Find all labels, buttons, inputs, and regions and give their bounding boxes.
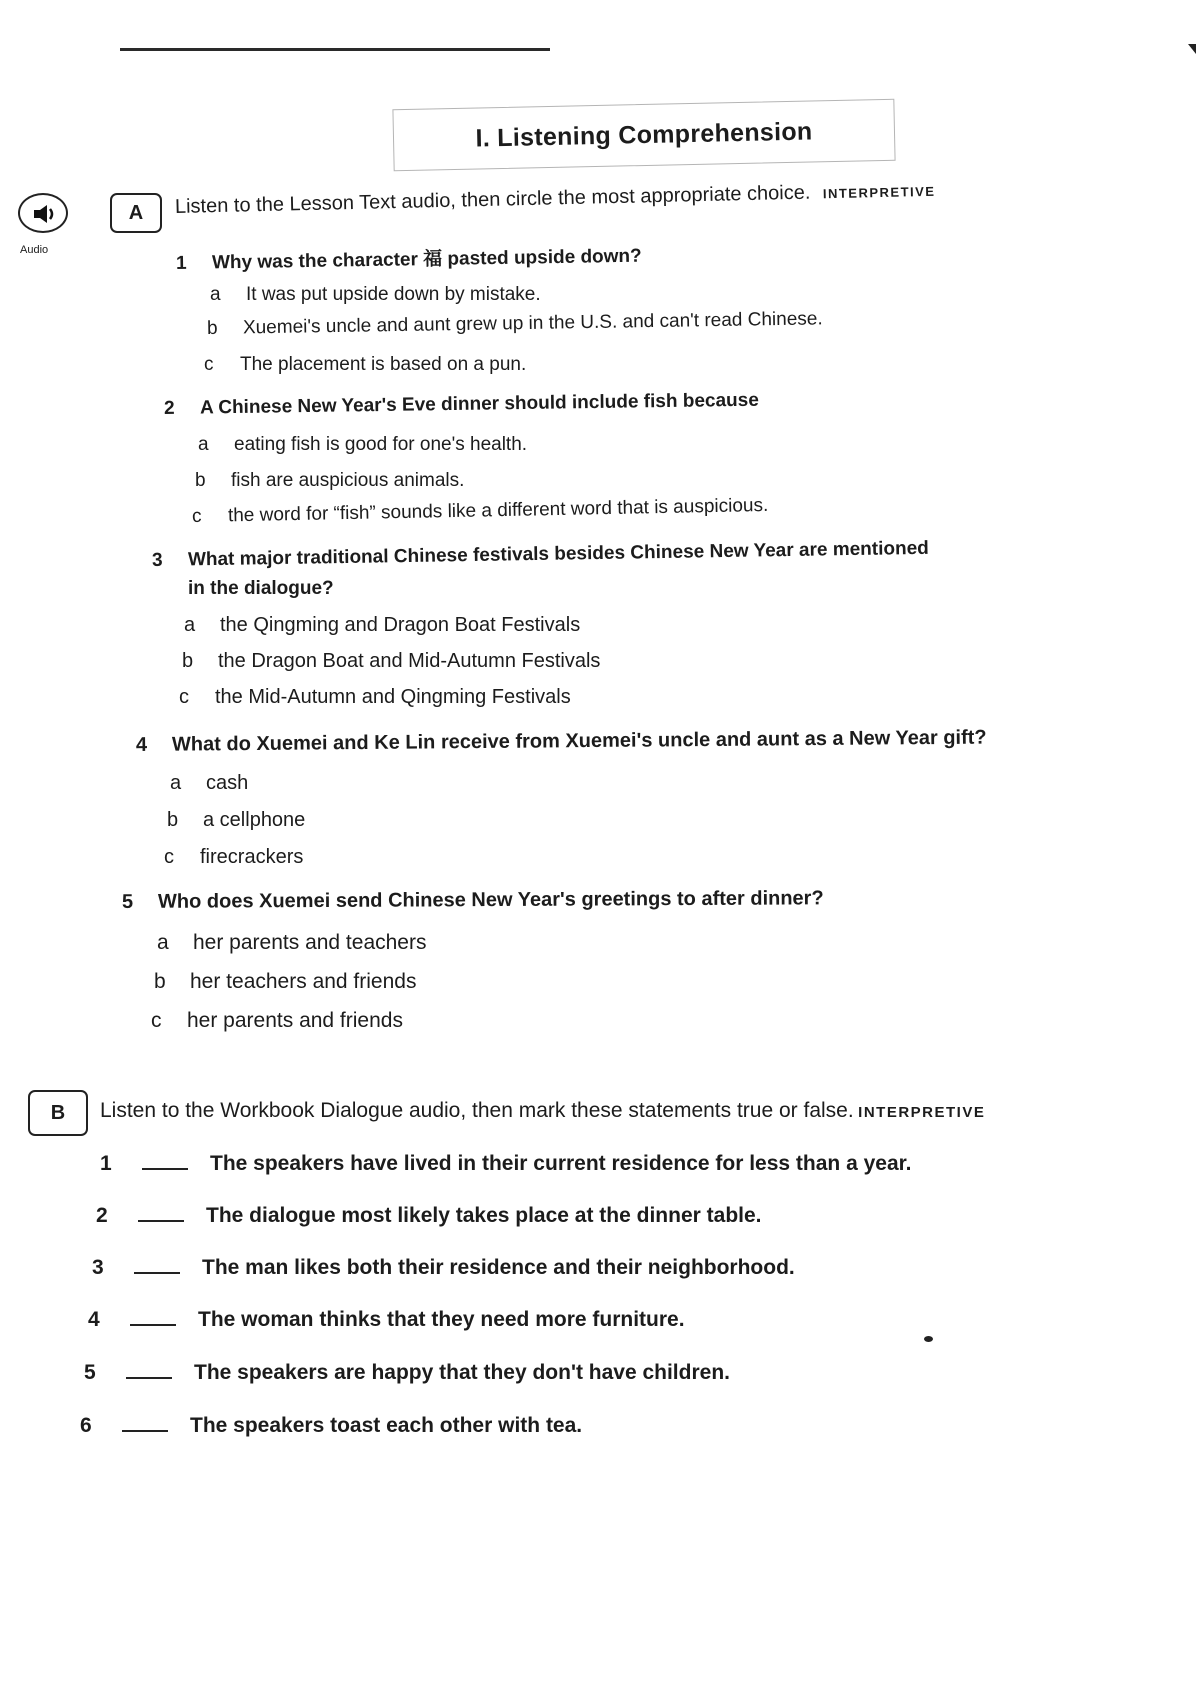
statement-number: 3 — [92, 1256, 104, 1279]
option-text: her teachers and friends — [190, 970, 417, 993]
ink-speck — [924, 1336, 933, 1342]
question-text: What do Xuemei and Ke Lin receive from Xuemei's uncle and aunt as a New Year gift? — [171, 726, 987, 756]
option-letter: b — [182, 650, 194, 672]
statement-text: The dialogue most likely takes place at the dinner table. — [206, 1204, 762, 1227]
statement-2 — [96, 1204, 762, 1228]
option-2a[interactable] — [198, 434, 527, 456]
answer-blank[interactable] — [138, 1220, 184, 1222]
section-a-instruction: Listen to the Lesson Text audio, then circle the most appropriate choice. — [174, 181, 811, 218]
option-3a[interactable] — [184, 614, 580, 637]
question-3-cont — [188, 578, 334, 600]
audio-label: Audio — [20, 244, 49, 256]
section-b-letter: B — [50, 1101, 66, 1124]
question-number: 1 — [175, 252, 187, 274]
option-text: the Dragon Boat and Mid-Autumn Festivals — [218, 650, 601, 672]
option-letter: c — [164, 846, 174, 868]
option-letter: b — [167, 809, 179, 831]
corner-mark — [1188, 44, 1196, 54]
question-text: Why was the character 福 pasted upside down? — [211, 245, 642, 274]
option-letter: a — [157, 931, 169, 954]
statement-number: 4 — [88, 1308, 100, 1331]
option-2b[interactable] — [195, 470, 464, 492]
option-5c[interactable] — [151, 1009, 403, 1033]
option-text: firecrackers — [200, 846, 304, 868]
question-text: A Chinese New Year's Eve dinner should include fish because — [199, 389, 759, 419]
section-a-badge — [110, 193, 162, 233]
question-number: 3 — [151, 549, 163, 571]
statement-number: 5 — [84, 1361, 96, 1384]
option-letter: a — [210, 284, 221, 305]
option-3c[interactable] — [179, 686, 571, 709]
statement-number: 6 — [80, 1414, 92, 1437]
answer-blank[interactable] — [142, 1168, 188, 1170]
answer-blank[interactable] — [126, 1377, 172, 1379]
option-5b[interactable] — [154, 970, 416, 994]
option-text: the word for “fish” sounds like a different word that is auspicious. — [227, 494, 769, 527]
option-letter: a — [198, 434, 209, 455]
option-3b[interactable] — [182, 650, 600, 673]
top-rule — [120, 48, 550, 51]
section-b-header — [100, 1099, 985, 1123]
section-b-badge — [28, 1090, 88, 1136]
option-2c[interactable] — [192, 495, 769, 528]
title-box — [392, 99, 895, 171]
option-letter: c — [191, 505, 202, 527]
answer-blank[interactable] — [134, 1272, 180, 1274]
option-letter: c — [204, 354, 214, 375]
statement-4 — [88, 1308, 685, 1332]
statement-3 — [92, 1256, 795, 1280]
question-4 — [136, 727, 987, 757]
answer-blank[interactable] — [122, 1430, 168, 1432]
section-a-tag: INTERPRETIVE — [822, 183, 936, 202]
option-letter: c — [179, 686, 189, 708]
option-letter: a — [170, 772, 182, 794]
option-text: It was put upside down by mistake. — [246, 284, 541, 305]
option-1b[interactable] — [207, 308, 823, 340]
answer-blank[interactable] — [130, 1324, 176, 1326]
question-text: What major traditional Chinese festivals besides Chinese New Year are mentioned — [187, 537, 929, 571]
option-letter: c — [151, 1009, 162, 1032]
section-a-letter: A — [128, 201, 144, 224]
statement-text: The speakers are happy that they don't have children. — [194, 1361, 730, 1384]
statement-number: 2 — [96, 1204, 108, 1227]
option-text: eating fish is good for one's health. — [234, 434, 528, 455]
page-title: I. Listening Comprehension — [475, 116, 813, 153]
statement-text: The woman thinks that they need more furniture. — [198, 1308, 685, 1331]
option-4a[interactable] — [170, 772, 248, 795]
option-1c[interactable] — [204, 354, 526, 376]
option-letter: b — [154, 970, 166, 993]
option-text: the Qingming and Dragon Boat Festivals — [220, 614, 581, 636]
option-5a[interactable] — [157, 931, 426, 955]
statement-1 — [100, 1152, 911, 1176]
section-b-tag: INTERPRETIVE — [858, 1104, 986, 1121]
statement-text: The man likes both their residence and their neighborhood. — [202, 1256, 795, 1279]
option-4c[interactable] — [164, 846, 303, 869]
option-text: The placement is based on a pun. — [240, 354, 527, 375]
question-5 — [122, 887, 824, 914]
statement-number: 1 — [100, 1152, 112, 1175]
section-b-instruction: Listen to the Workbook Dialogue audio, then mark these statements true or false. — [100, 1099, 854, 1122]
option-4b[interactable] — [167, 809, 305, 832]
audio-button[interactable] — [18, 193, 68, 233]
option-letter: b — [206, 317, 218, 339]
option-text: cash — [206, 772, 249, 794]
question-1 — [176, 241, 642, 275]
question-number: 4 — [135, 733, 148, 756]
option-text: her parents and friends — [187, 1009, 403, 1032]
question-3 — [152, 538, 929, 572]
option-text: Xuemei's uncle and aunt grew up in the U.S. and can't read Chinese. — [242, 308, 823, 339]
statement-5 — [84, 1361, 730, 1385]
question-text: in the dialogue? — [188, 578, 334, 599]
question-text: Who does Xuemei send Chinese New Year's greetings to after dinner? — [157, 887, 824, 913]
statement-6 — [80, 1414, 582, 1438]
question-number: 5 — [121, 890, 134, 913]
section-a-header — [175, 179, 936, 219]
option-text: a cellphone — [203, 809, 306, 831]
statement-text: The speakers toast each other with tea. — [190, 1414, 583, 1437]
option-text: her parents and teachers — [193, 931, 427, 954]
statement-text: The speakers have lived in their current residence for less than a year. — [210, 1152, 912, 1175]
option-text: the Mid-Autumn and Qingming Festivals — [215, 686, 571, 708]
speaker-icon — [32, 203, 58, 225]
option-1a[interactable] — [210, 284, 541, 306]
question-2 — [164, 390, 759, 420]
option-letter: a — [184, 614, 196, 636]
option-text: fish are auspicious animals. — [231, 470, 465, 491]
option-letter: b — [195, 470, 206, 491]
question-number: 2 — [163, 397, 175, 419]
